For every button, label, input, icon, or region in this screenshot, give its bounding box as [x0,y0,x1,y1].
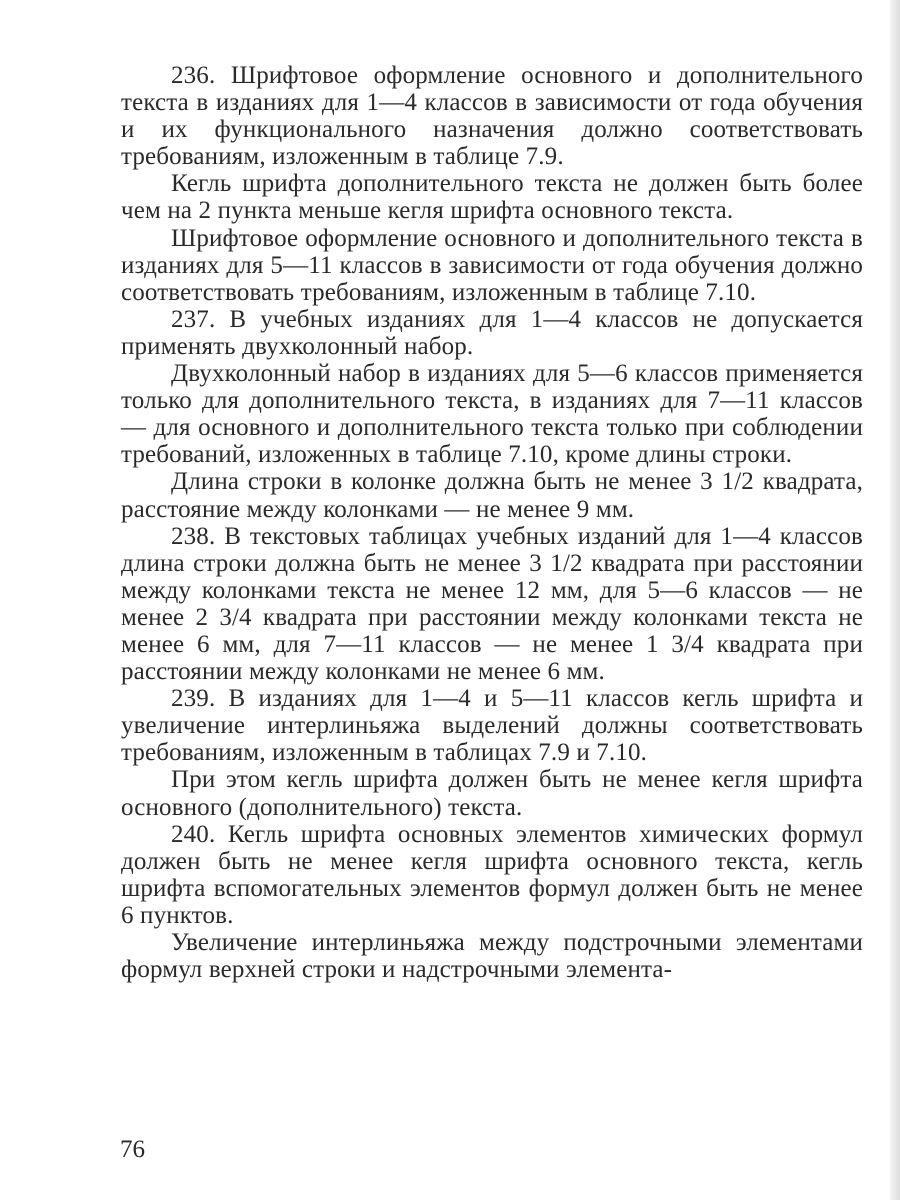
paragraph-240: 240. Кегль шрифта основных элементов химических формул должен быть не менее кегля шрифта основного текста, кегль шрифта вспомогательных элементов формул должен быть не менее 6 пунктов. [121,820,863,929]
paragraph-two-column: Двухколонный набор в изданиях для 5—6 классов применяется только для дополнительного текста, в изданиях для 7—11 классов — для основного и дополнительного текста только при соблюдении требований, изложенных в таблице 7.10, кроме длины строки. [121,360,863,469]
paragraph-239: 239. В изданиях для 1—4 и 5—11 классов кегль шрифта и увеличение интерлиньяжа выделений должны соответствовать требованиям, изложенным в таблицах 7.9 и 7.10. [121,685,863,767]
paragraph-237: 237. В учебных изданиях для 1—4 классов не допускается применять двухколонный набор. [121,305,863,360]
page-edge-shadow [890,0,900,1200]
paragraph-line-length: Длина строки в колонке должна быть не менее 3 1/2 квадрата, расстояние между колонками — не менее 9 мм. [121,468,863,523]
paragraph-font-5-11: Шрифтовое оформление основного и дополнительного текста в изданиях для 5—11 классов в зависимости от года обучения должно соответствовать требованиям, изложенным в таблице 7.10. [121,224,863,306]
page-number: 76 [120,1136,145,1163]
paragraph-additional-text-size: Кегль шрифта дополнительного текста не должен быть более чем на 2 пункта меньше кегля шрифта основного текста. [121,170,863,225]
paragraph-238: 238. В текстовых таблицах учебных изданий для 1—4 классов длина строки должна быть не менее 3 1/2 квадрата при расстоянии между колонками текста не менее 12 мм, для 5—6 классов — не менее 2 3/4 квадрата при расстоянии между колонками текста не менее 6 мм, для 7—11 классов — не менее 1 3/4 квадрата при расстоянии между колонками не менее 6 мм. [121,522,863,686]
paragraph-236: 236. Шрифтовое оформление основного и дополнительного текста в изданиях для 1—4 классов в зависимости от года обучения и их функционального назначения должно соответствовать требованиям, изложенным в таблице 7.9. [121,62,863,171]
paragraph-interline: Увеличение интерлиньяжа между подстрочными элементами формул верхней строки и надстрочными элемента- [121,929,863,984]
paragraph-emphasis-size: При этом кегль шрифта должен быть не менее кегля шрифта основного (дополнительного) текста. [121,766,863,821]
body-text [121,62,863,983]
